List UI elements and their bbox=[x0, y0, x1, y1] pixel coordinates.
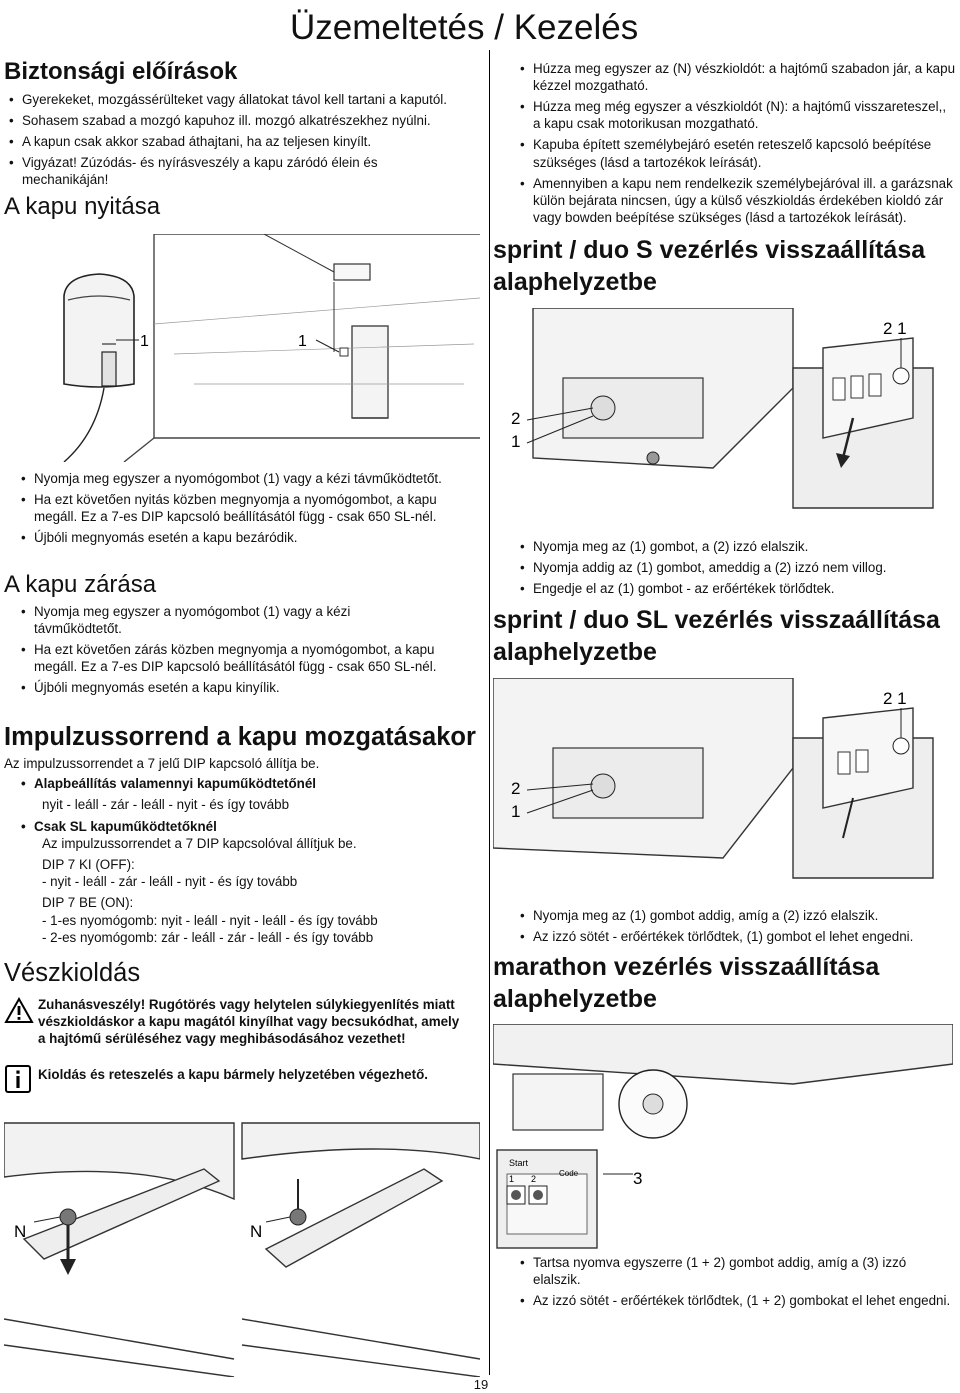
reset-s-illustration bbox=[493, 308, 953, 526]
closing-item: • Ha ezt követően zárás közben megnyomja a nyomógombot, a kapu megáll. Ez a 7-es DIP kapcsoló beállításától függ - csak 650 SL-nél. bbox=[16, 641, 482, 675]
sl-intro: Az impulzussorrendet a 7 DIP kapcsolóval állítjuk be. bbox=[42, 835, 357, 851]
reset-marathon-heading-block bbox=[493, 951, 953, 1015]
emergency-heading: Vészkioldás bbox=[4, 959, 141, 987]
emergency-item: • Amennyiben a kapu nem rendelkezik személybejáróval ill. a garázsnak külön bejárata nincsen, úgy a külső vészkioldás érdekében kioldó zár vagy bowden beépítése szükséges (lásd a tartozékok leírását). bbox=[515, 175, 955, 227]
reset-sl-heading: sprint / duo SL vezérlés visszaállítása alaphelyzetbe bbox=[493, 606, 940, 666]
garage-illustration bbox=[4, 234, 480, 462]
emergency-item: • Kapuba épített személybejáró esetén reteszelő kapcsoló beépítése szükséges (lásd a tartozékok leírását). bbox=[515, 136, 955, 170]
reset-s-heading-block bbox=[493, 234, 953, 298]
callout-remote: 1 bbox=[140, 333, 149, 350]
emergency-steps bbox=[515, 60, 955, 230]
dip-off-label: DIP 7 KI (OFF): bbox=[42, 857, 135, 873]
column-divider bbox=[489, 50, 490, 1375]
reset-marathon-heading: marathon vezérlés visszaállítása alaphelyzetbe bbox=[493, 953, 880, 1013]
reset-marathon-item: • Tartsa nyomva egyszerre (1 + 2) gombot addig, amíg a (3) izzó elalszik. bbox=[515, 1254, 955, 1288]
warning-icon bbox=[4, 996, 38, 1048]
panel-code-label: Code bbox=[559, 1169, 579, 1178]
callout-3: 3 bbox=[633, 1169, 643, 1188]
reset-marathon-steps bbox=[515, 1254, 955, 1313]
closing-heading: A kapu zárása bbox=[4, 571, 157, 598]
default-sequence: nyit - leáll - zár - leáll - nyit - és így tovább bbox=[42, 797, 290, 813]
emergency-section bbox=[4, 958, 482, 1098]
callout-n-left: N bbox=[14, 1222, 27, 1241]
reset-s-item: • Engedje el az (1) gombot - az erőértékek törlődtek. bbox=[515, 580, 955, 597]
callout-n-right: N bbox=[250, 1222, 263, 1241]
opening-heading: A kapu nyitása bbox=[4, 193, 161, 221]
opening-item: • Újbóli megnyomás esetén a kapu bezáródik. bbox=[16, 529, 480, 546]
safety-heading: Biztonsági előírások bbox=[4, 58, 238, 85]
panel-button-2-label: 2 bbox=[531, 1174, 537, 1184]
dip-on-sequence-1: - 1-es nyomógomb: nyit - leáll - nyit - leáll - és így tovább bbox=[42, 912, 378, 928]
callout-1: 1 bbox=[511, 432, 521, 451]
impulse-section bbox=[4, 722, 482, 946]
callout-button: 1 bbox=[298, 333, 307, 350]
reset-sl-item: • Nyomja meg az (1) gombot addig, amíg a (2) izzó elalszik. bbox=[515, 907, 955, 924]
panel-button-1-label: 1 bbox=[509, 1174, 515, 1184]
emergency-item: • Húzza meg még egyszer a vészkioldót (N): a hajtómű visszareteszel,, a kapu csak motorikusan mozgatható. bbox=[515, 98, 955, 132]
callout-2: 2 bbox=[511, 409, 521, 428]
safety-item: • A kapun csak akkor szabad áthajtani, ha az teljesen kinyílt. bbox=[4, 133, 482, 150]
reset-sl-illustration bbox=[493, 678, 953, 898]
safety-item: • Gyerekeket, mozgássérülteket vagy állatokat távol kell tartani a kaputól. bbox=[4, 91, 482, 108]
dip-on-label: DIP 7 BE (ON): bbox=[42, 895, 134, 911]
reset-s-heading: sprint / duo S vezérlés visszaállítása alaphelyzetbe bbox=[493, 236, 926, 296]
reset-marathon-illustration bbox=[493, 1024, 953, 1250]
closing-item: • Nyomja meg egyszer a nyomógombot (1) vagy a kézi távműködtetőt. bbox=[16, 603, 482, 637]
reset-sl-steps bbox=[515, 907, 955, 949]
safety-section bbox=[4, 57, 482, 221]
callout-2: 2 bbox=[511, 779, 521, 798]
dip-off-sequence: - nyit - leáll - zár - leáll - nyit - és így tovább bbox=[42, 874, 298, 890]
safety-item: • Sohasem szabad a mozgó kapuhoz ill. mozgó alkatrészekhez nyúlni. bbox=[4, 112, 482, 129]
opening-steps bbox=[16, 470, 480, 550]
reset-sl-heading-block bbox=[493, 604, 953, 668]
opening-item: • Nyomja meg egyszer a nyomógombot (1) vagy a kézi távműködtetőt. bbox=[16, 470, 480, 487]
impulse-heading: Impulzussorrend a kapu mozgatásakor bbox=[4, 723, 476, 751]
reset-marathon-item: • Az izzó sötét - erőértékek törlődtek, (1 + 2) gombokat el lehet engedni. bbox=[515, 1292, 955, 1309]
panel-start-label: Start bbox=[509, 1158, 529, 1168]
default-setting-title: • Alapbeállítás valamennyi kapuműködtetőnél bbox=[16, 775, 482, 792]
callout-1: 1 bbox=[511, 802, 521, 821]
reset-s-item: • Nyomja meg az (1) gombot, a (2) izzó elalszik. bbox=[515, 538, 955, 555]
callout-2-1-top: 2 1 bbox=[883, 689, 907, 708]
info-icon bbox=[4, 1064, 38, 1098]
safety-item: • Vigyázat! Zúzódás- és nyírásveszély a kapu záródó élein és mechanikáján! bbox=[4, 154, 482, 188]
page-title: Üzemeltetés / Kezelés bbox=[290, 8, 639, 47]
impulse-intro: Az impulzussorrendet a 7 jelű DIP kapcsoló állítja be. bbox=[4, 756, 320, 771]
emergency-release-illustration bbox=[4, 1119, 480, 1377]
reset-sl-item: • Az izzó sötét - erőértékek törlődtek, (1) gombot el lehet engedni. bbox=[515, 928, 955, 945]
info-text: Kioldás és reteszelés a kapu bármely helyzetében végezhető. bbox=[38, 1066, 428, 1082]
page-number: 19 bbox=[473, 1377, 489, 1392]
callout-2-1-top: 2 1 bbox=[883, 319, 907, 338]
warning-text: Zuhanásveszély! Rugótörés vagy helytelen súlykiegyenlítés miatt vészkioldáskor a kapu magától kinyílhat vagy becsukódhat, amely a hajtómű sérüléséhez vagy meghibásodásához vezethet! bbox=[38, 997, 460, 1047]
sl-only-title: • Csak SL kapuműködtetőknél bbox=[16, 818, 482, 835]
reset-s-item: • Nyomja addig az (1) gombot, ameddig a (2) izzó nem villog. bbox=[515, 559, 955, 576]
reset-s-steps bbox=[515, 538, 955, 601]
opening-item: • Ha ezt követően nyitás közben megnyomja a nyomógombot, a kapu megáll. Ez a 7-es DIP kapcsoló beállításától függ - csak 650 SL-nél. bbox=[16, 491, 480, 525]
closing-section bbox=[4, 570, 482, 700]
emergency-item: • Húzza meg egyszer az (N) vészkioldót: a hajtómű szabadon jár, a kapu kézzel mozgatható. bbox=[515, 60, 955, 94]
dip-on-sequence-2: - 2-es nyomógomb: zár - leáll - zár - leáll - és így tovább bbox=[42, 929, 374, 945]
closing-item: • Újbóli megnyomás esetén a kapu kinyílik. bbox=[16, 679, 482, 696]
